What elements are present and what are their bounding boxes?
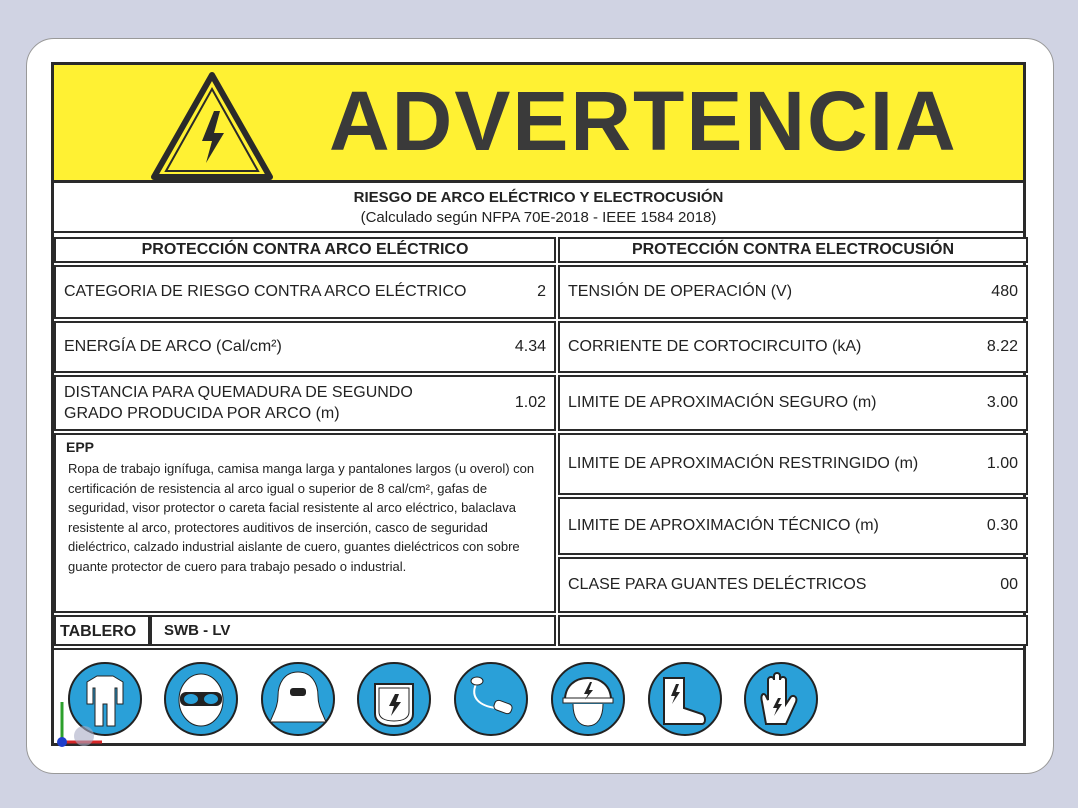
subtitle-line1: RIESGO DE ARCO ELÉCTRICO Y ELECTROCUSIÓN <box>353 189 724 206</box>
subtitle-box <box>54 183 1023 233</box>
right-row-restricted-limit <box>558 433 1028 495</box>
balaclava-icon <box>261 662 335 736</box>
row-label: CORRIENTE DE CORTOCIRCUITO (kA) <box>568 338 862 355</box>
left-row-category <box>54 265 556 319</box>
sign-header <box>54 65 1023 183</box>
row-label-line1: DISTANCIA PARA QUEMADURA DE SEGUNDO <box>64 384 413 401</box>
row-value: 4.34 <box>514 338 546 355</box>
tablero-value: SWB - LV <box>164 622 231 639</box>
ppe-icons <box>54 648 1023 745</box>
row-label-group <box>64 382 413 424</box>
warning-sign <box>51 62 1026 746</box>
page-title: ADVERTENCIA <box>329 74 958 168</box>
boots-icon <box>648 662 722 736</box>
right-row-glove-class <box>558 557 1028 613</box>
ear-plugs-icon <box>454 662 528 736</box>
row-value: 3.00 <box>986 394 1018 411</box>
epp-title: EPP <box>66 439 95 455</box>
row-value: 0.30 <box>986 517 1018 534</box>
right-row-voltage <box>558 265 1028 319</box>
tablero-value-cell <box>150 615 556 646</box>
axis-gizmo-icon <box>54 690 114 750</box>
row-label: TENSIÓN DE OPERACIÓN (V) <box>568 283 793 300</box>
tablero-empty-cell <box>558 615 1028 646</box>
epp-box <box>54 433 556 613</box>
helmet-icon <box>551 662 625 736</box>
row-label: LIMITE DE APROXIMACIÓN SEGURO (m) <box>568 394 877 411</box>
face-shield-icon <box>357 662 431 736</box>
row-label: ENERGÍA DE ARCO (Cal/cm²) <box>64 338 282 355</box>
row-value: 480 <box>991 283 1018 300</box>
left-row-energy <box>54 321 556 373</box>
left-heading: PROTECCIÓN CONTRA ARCO ELÉCTRICO <box>54 237 556 263</box>
left-row-distance <box>54 375 556 431</box>
subtitle-line2: (Calculado según NFPA 70E-2018 - IEEE 1584 2018) <box>360 209 717 226</box>
row-label: CLASE PARA GUANTES DELÉCTRICOS <box>568 576 867 593</box>
row-label: CATEGORIA DE RIESGO CONTRA ARCO ELÉCTRICO <box>64 283 467 300</box>
tablero-label-cell <box>54 615 150 646</box>
right-row-safe-limit <box>558 375 1028 431</box>
row-label: LIMITE DE APROXIMACIÓN TÉCNICO (m) <box>568 517 879 534</box>
row-label: LIMITE DE APROXIMACIÓN RESTRINGIDO (m) <box>568 455 919 472</box>
row-label-line2: GRADO PRODUCIDA POR ARCO (m) <box>64 405 340 422</box>
right-heading: PROTECCIÓN CONTRA ELECTROCUSIÓN <box>558 237 1028 263</box>
high-voltage-icon <box>150 71 274 183</box>
gloves-icon <box>744 662 818 736</box>
row-value: 1.00 <box>986 455 1018 472</box>
tablero-label: TABLERO <box>60 623 137 640</box>
row-value: 2 <box>537 283 546 300</box>
row-value: 8.22 <box>986 338 1018 355</box>
right-row-technical-limit <box>558 497 1028 555</box>
epp-text: Ropa de trabajo ignífuga, camisa manga larga y pantalones largos (u overol) con certificación de resistencia al arco igual o superior de 8 cal/cm², gafas de seguridad, visor protector o careta facial resistente al arco eléctrico, balaclava resistente al arco, protectores auditivos de inserción, casco de seguridad dieléctrico, calzado industrial aislante de cuero, guantes dieléctricos con sobre guante protector de cuero para trabajo pesado o industrial. <box>68 461 535 574</box>
right-row-current <box>558 321 1028 373</box>
row-value: 1.02 <box>514 394 546 411</box>
row-value: 00 <box>1000 576 1018 593</box>
goggles-icon <box>164 662 238 736</box>
